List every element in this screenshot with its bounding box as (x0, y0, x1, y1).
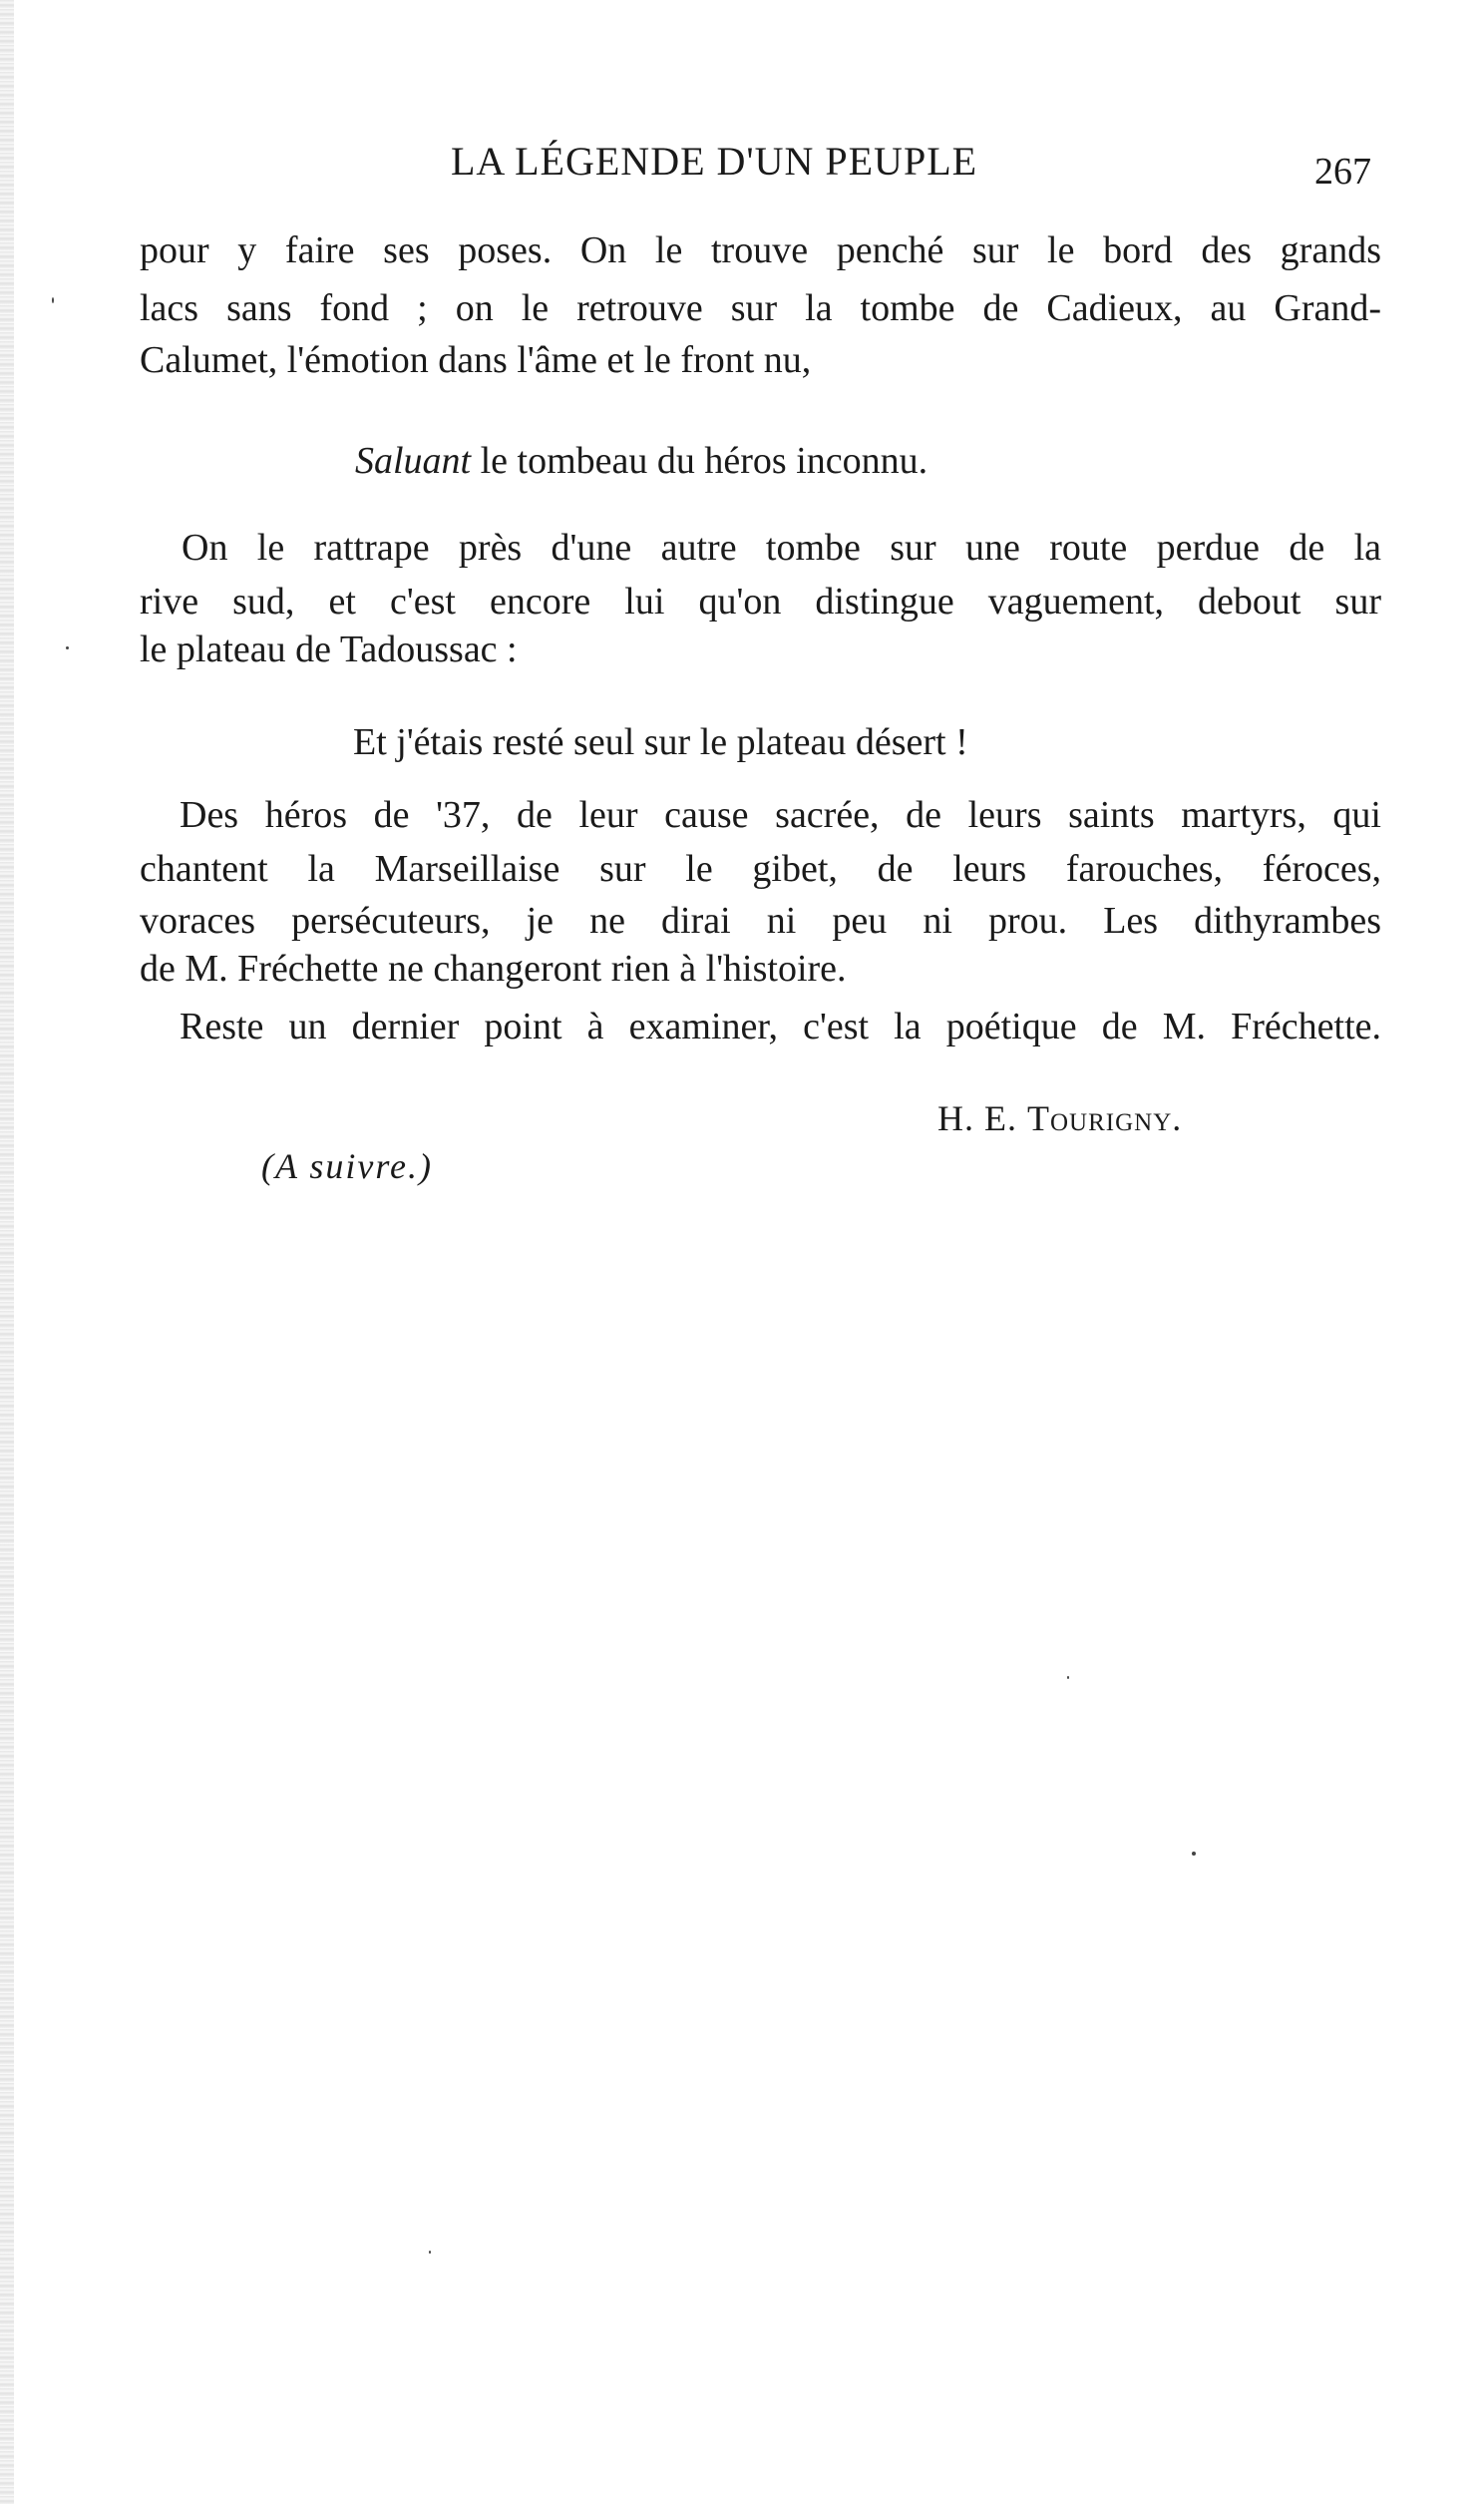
verse-1-rest: le tombeau du héros inconnu. (471, 440, 928, 482)
scan-speck (429, 2251, 431, 2254)
to-be-continued-note: (A suivre.) (261, 1146, 433, 1186)
verse-2: Et j'étais resté seul sur le plateau désert ! (353, 721, 968, 763)
scan-speck (66, 646, 69, 649)
paragraph-2-line-2: rive sud, et c'est encore lui qu'on distingue vaguement, debout sur (140, 581, 1381, 623)
paragraph-3-line-2: chantent la Marseillaise sur le gibet, de leurs farouches, féroces, (140, 848, 1381, 890)
verse-1-italic: Saluant (355, 440, 472, 482)
scan-speck (52, 297, 54, 303)
paragraph-2-line-1: On le rattrape près d'une autre tombe sur une route perdue de la (182, 527, 1381, 569)
verse-1 (355, 439, 928, 483)
page-number: 267 (1314, 151, 1371, 193)
paragraph-3-line-4: de M. Fréchette ne changeront rien à l'histoire. (140, 948, 847, 990)
paragraph-1-line-2: lacs sans fond ; on le retrouve sur la tombe de Cadieux, au Grand- (140, 287, 1381, 329)
author-initials: H. E. (937, 1098, 1027, 1138)
scan-speck (1067, 1676, 1069, 1679)
scan-speck (1192, 1852, 1196, 1856)
paragraph-1-line-1: pour y faire ses poses. On le trouve penché sur le bord des grands (140, 229, 1381, 271)
paragraph-1-line-3: Calumet, l'émotion dans l'âme et le front nu, (140, 339, 812, 381)
paragraph-2-line-3: le plateau de Tadoussac : (140, 628, 518, 670)
author-surname: Tourigny. (1027, 1098, 1183, 1138)
running-title: LA LÉGENDE D'UN PEUPLE (451, 139, 978, 184)
author-signature (937, 1097, 1182, 1139)
paragraph-3-line-3: voraces persécuteurs, je ne dirai ni peu ni prou. Les dithyrambes (140, 900, 1381, 942)
paragraph-3-line-1: Des héros de '37, de leur cause sacrée, de leurs saints martyrs, qui (180, 794, 1381, 836)
paragraph-4: Reste un dernier point à examiner, c'est la poétique de M. Fréchette. (180, 1006, 1381, 1047)
scan-edge-noise (0, 0, 14, 2504)
